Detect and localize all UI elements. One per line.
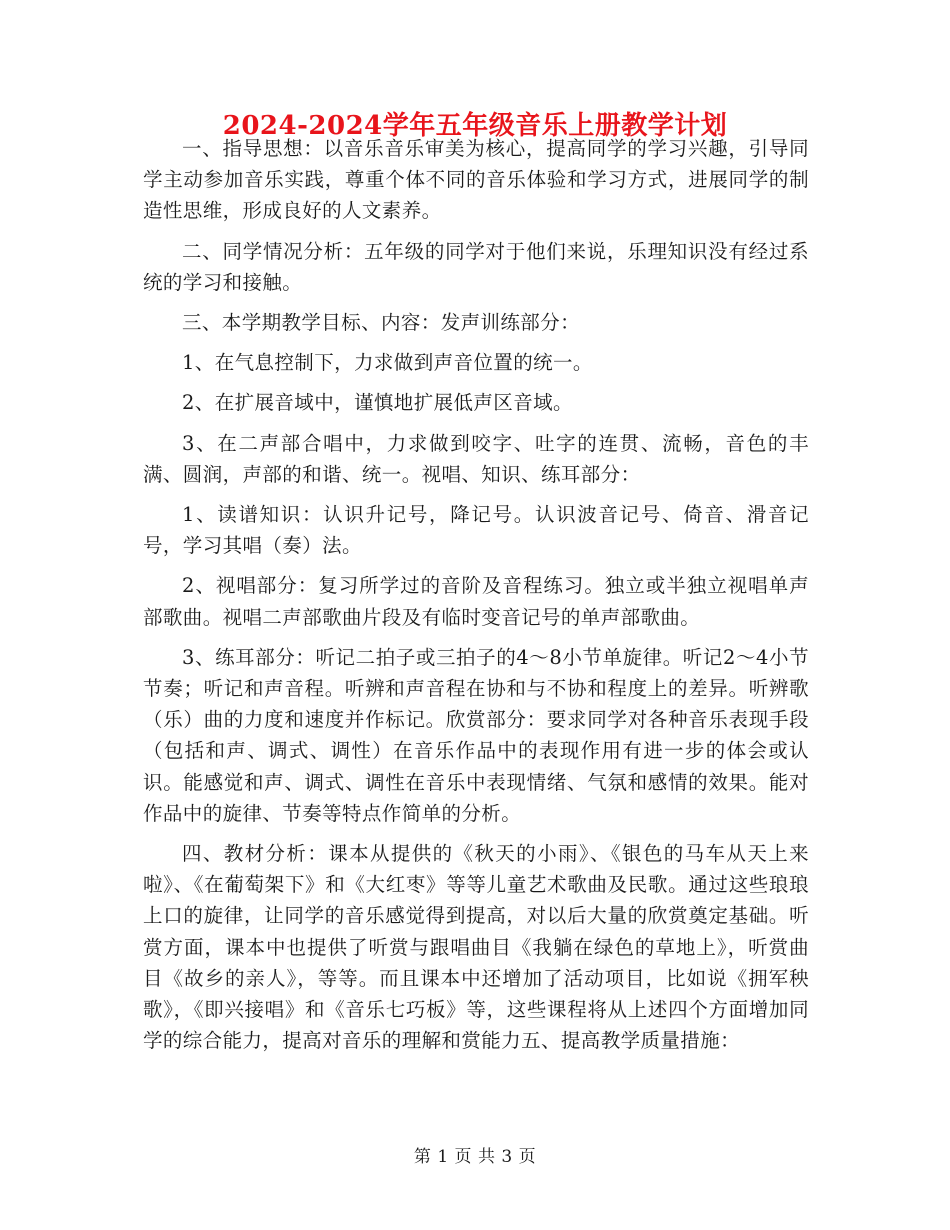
paragraph-reading-notation: 1、读谱知识：认识升记号，降记号。认识波音记号、倚音、滑音记号，学习其唱（奏）法。 — [143, 503, 809, 558]
page-number-footer: 第 1 页 共 3 页 — [413, 1147, 537, 1167]
paragraph-teaching-goals: 三、本学期教学目标、内容：发声训练部分： — [182, 311, 581, 335]
paragraph-goal-3: 3、在二声部合唱中，力求做到咬字、吐字的连贯、流畅，音色的丰满、圆润，声部的和谐、统一。视唱、知识、练耳部分： — [143, 431, 809, 486]
paragraph-goal-2: 2、在扩展音域中，谨慎地扩展低声区音域。 — [182, 391, 573, 415]
paragraph-textbook-analysis: 四、教材分析：课本从提供的《秋天的小雨》、《银色的马车从天上来啦》、《在葡萄架下》和《大红枣》等等儿童艺术歌曲及民歌。通过这些琅琅上口的旋律，让同学的音乐感觉得到提高，对以后大量的欣赏奠定基础。听赏方面，课本中也提供了听赏与跟唱曲目《我躺在绿色的草地上》，听赏曲目《故乡的亲人》，等等。而且课本中还增加了活动项目，比如说《拥军秧歌》，《即兴接唱》和《音乐七巧板》等，这些课程将从上述四个方面增加同学的综合能力，提高对音乐的理解和赏能力五、提高教学质量措施： — [143, 842, 809, 1053]
paragraph-student-analysis: 二、同学情况分析：五年级的同学对于他们来说，乐理知识没有经过系统的学习和接触。 — [143, 239, 809, 294]
document-body — [143, 133, 809, 1056]
paragraph-sight-singing: 2、视唱部分：复习所学过的音阶及音程练习。独立或半独立视唱单声部歌曲。视唱二声部歌曲片段及有临时变音记号的单声部歌曲。 — [143, 574, 809, 629]
document-title: 2024-2024学年五年级音乐上册教学计划 — [222, 111, 728, 141]
paragraph-guiding-ideology: 一、指导思想：以音乐音乐审美为核心，提高同学的学习兴趣，引导同学主动参加音乐实践，尊重个体不同的音乐体验和学习方式，进展同学的制造性思维，形成良好的人文素养。 — [143, 137, 809, 223]
paragraph-goal-1: 1、在气息控制下，力求做到声音位置的统一。 — [182, 351, 593, 375]
paragraph-ear-training: 3、练耳部分：听记二拍子或三拍子的4～8小节单旋律。听记2～4小节节奏；听记和声音程。听辨和声音程在协和与不协和程度上的差异。听辨歌（乐）曲的力度和速度并作标记。欣赏部分：要求同学对各种音乐表现手段（包括和声、调式、调性）在音乐作品中的表现作用有进一步的体会或认识。能感觉和声、调式、调性在音乐中表现情绪、气氛和感情的效果。能对作品中的旋律、节奏等特点作简单的分析。 — [143, 645, 809, 825]
